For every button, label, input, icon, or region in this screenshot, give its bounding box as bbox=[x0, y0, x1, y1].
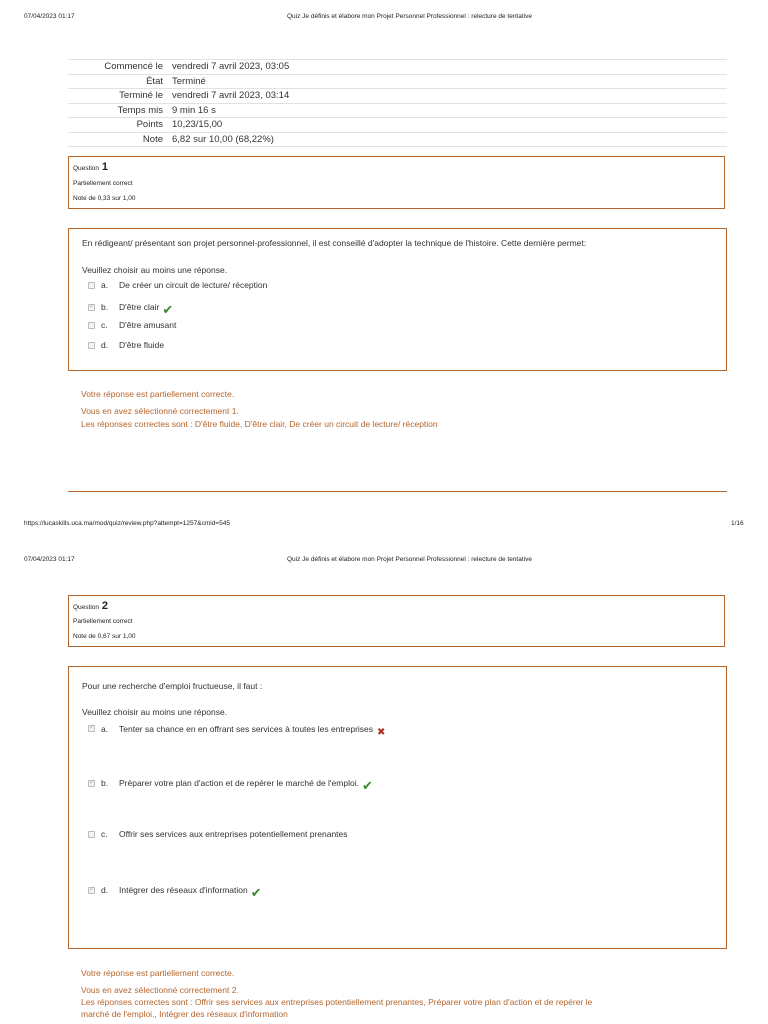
question-number: Question 1 bbox=[73, 161, 108, 173]
feedback-status: Votre réponse est partiellement correcte. bbox=[81, 968, 235, 978]
summary-label: Temps mis bbox=[68, 103, 172, 118]
print-date: 07/04/2023 01:17 bbox=[24, 13, 75, 20]
question-state: Partiellement correct bbox=[73, 180, 133, 187]
checkbox[interactable] bbox=[88, 342, 95, 349]
question-number: Question 2 bbox=[73, 600, 108, 612]
checkbox[interactable] bbox=[88, 831, 95, 838]
question-2-info bbox=[68, 595, 725, 647]
print-title: Quiz Je définis et élabore mon Projet Personnel Professionnel : relecture de tentative bbox=[287, 13, 532, 20]
question-grade: Note de 0,67 sur 1,00 bbox=[73, 633, 136, 640]
page-number: 1/16 bbox=[731, 520, 744, 527]
divider bbox=[68, 491, 727, 492]
attempt-summary-table bbox=[68, 59, 727, 147]
answer-prompt: Veuillez choisir au moins une réponse. bbox=[82, 707, 228, 717]
question-grade: Note de 0,33 sur 1,00 bbox=[73, 195, 136, 202]
summary-row bbox=[68, 74, 727, 89]
summary-value: vendredi 7 avril 2023, 03:05 bbox=[172, 60, 727, 75]
feedback-status: Votre réponse est partiellement correcte. bbox=[81, 389, 235, 399]
question-text: En rédigeant/ présentant son projet personnel-professionnel, il est conseillé d'adopter la technique de l'histoire. Cette dernière permet: bbox=[82, 238, 587, 248]
checkbox[interactable] bbox=[88, 282, 95, 289]
print-url: https://lucaskills.uca.ma/mod/quiz/review.php?attempt=1257&cmid=545 bbox=[24, 520, 230, 527]
summary-label: Note bbox=[68, 132, 172, 147]
print-title: Quiz Je définis et élabore mon Projet Personnel Professionnel : relecture de tentative bbox=[287, 556, 532, 563]
answer-option-c[interactable]: c. D'être amusant bbox=[88, 320, 176, 330]
answer-option-b[interactable]: ✓ b. D'être clair ✔ bbox=[88, 299, 173, 315]
summary-value: 6,82 sur 10,00 (68,22%) bbox=[172, 132, 727, 147]
answer-option-a[interactable]: ✓ a. Tenter sa chance en en offrant ses services à toutes les entreprises ✖ bbox=[88, 723, 385, 734]
checkbox-checked[interactable] bbox=[88, 780, 95, 787]
summary-value: vendredi 7 avril 2023, 03:14 bbox=[172, 89, 727, 104]
feedback-count: Vous en avez sélectionné correctement 1. bbox=[81, 406, 239, 416]
answer-option-a[interactable]: a. De créer un circuit de lecture/ réception bbox=[88, 280, 267, 290]
summary-row bbox=[68, 60, 727, 75]
summary-row bbox=[68, 89, 727, 104]
question-2-content bbox=[68, 666, 727, 949]
checkbox-checked[interactable] bbox=[88, 725, 95, 732]
question-state: Partiellement correct bbox=[73, 618, 133, 625]
question-1-content bbox=[68, 228, 727, 371]
summary-row bbox=[68, 103, 727, 118]
summary-row bbox=[68, 118, 727, 133]
correct-check-icon: ✔ bbox=[250, 885, 262, 900]
correct-check-icon: ✔ bbox=[162, 302, 174, 317]
feedback-count: Vous en avez sélectionné correctement 2. bbox=[81, 985, 239, 995]
summary-label: Points bbox=[68, 118, 172, 133]
answer-option-d[interactable]: d. D'être fluide bbox=[88, 340, 164, 350]
summary-label: Terminé le bbox=[68, 89, 172, 104]
feedback-correct-answers: Les réponses correctes sont : Offrir ses services aux entreprises potentiellement prenantes, Préparer votre plan d'action et de repérer le bbox=[81, 997, 593, 1007]
question-text: Pour une recherche d'emploi fructueuse, il faut : bbox=[82, 681, 263, 691]
summary-value: 10,23/15,00 bbox=[172, 118, 727, 133]
feedback-correct-answers: Les réponses correctes sont : D'être fluide, D'être clair, De créer un circuit de lecture/ réception bbox=[81, 419, 438, 429]
summary-label: État bbox=[68, 74, 172, 89]
answer-option-b[interactable]: ✓ b. Préparer votre plan d'action et de repérer le marché de l'emploi. ✔ bbox=[88, 775, 373, 791]
print-date: 07/04/2023 01:17 bbox=[24, 556, 75, 563]
feedback-correct-answers-cont: marché de l'emploi., Intégrer des réseaux d'information bbox=[81, 1009, 288, 1019]
summary-label: Commencé le bbox=[68, 60, 172, 75]
summary-row bbox=[68, 132, 727, 147]
answer-option-c[interactable]: c. Offrir ses services aux entreprises potentiellement prenantes bbox=[88, 829, 348, 839]
checkbox[interactable] bbox=[88, 322, 95, 329]
checkbox-checked[interactable] bbox=[88, 304, 95, 311]
incorrect-cross-icon: ✖ bbox=[377, 727, 386, 738]
answer-prompt: Veuillez choisir au moins une réponse. bbox=[82, 265, 228, 275]
summary-value: Terminé bbox=[172, 74, 727, 89]
question-1-info bbox=[68, 156, 725, 209]
summary-value: 9 min 16 s bbox=[172, 103, 727, 118]
correct-check-icon: ✔ bbox=[361, 778, 373, 793]
answer-option-d[interactable]: ✓ d. Intégrer des réseaux d'information ✔ bbox=[88, 882, 262, 898]
checkbox-checked[interactable] bbox=[88, 887, 95, 894]
